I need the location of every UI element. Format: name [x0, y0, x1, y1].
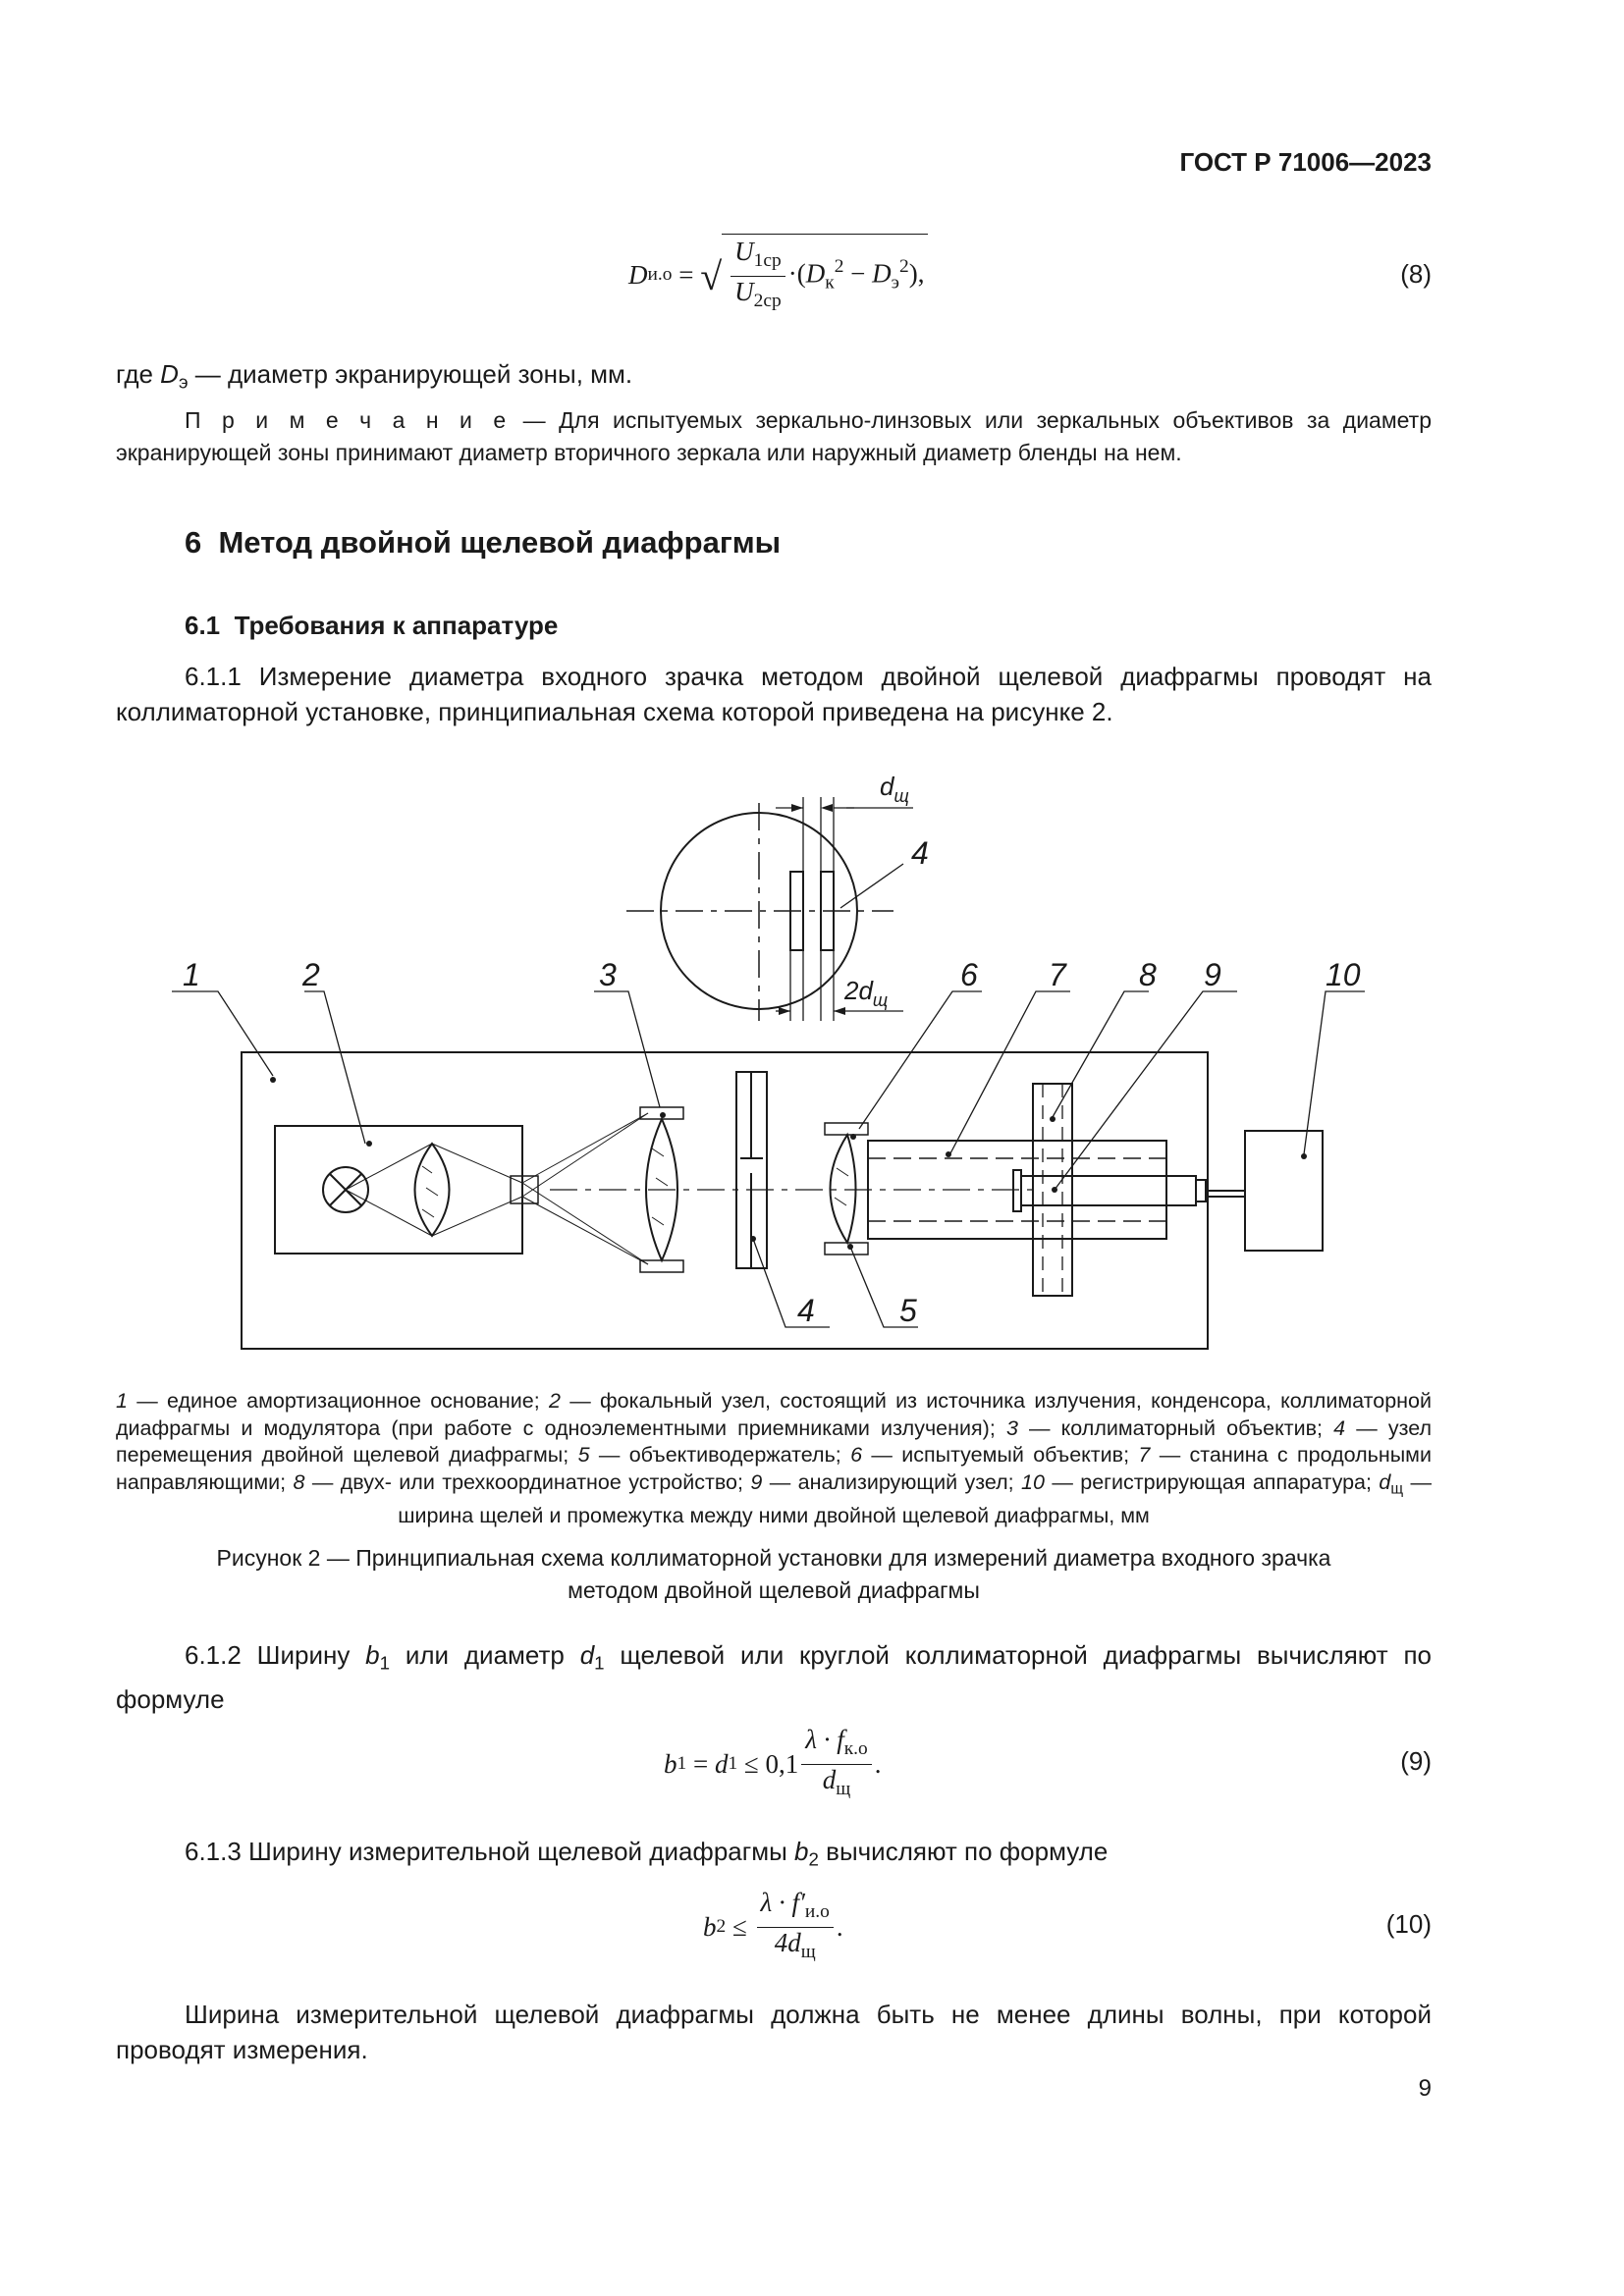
label-3: 3: [599, 957, 617, 992]
formula-10-den-sub: щ: [800, 1941, 816, 1962]
dim-bottom-sub: щ: [872, 990, 889, 1010]
focal-unit-box: [275, 1126, 522, 1254]
label-7: 7: [1049, 957, 1066, 992]
legend-text: — испытуемый объектив;: [862, 1443, 1139, 1467]
formula-9-b: b: [664, 1748, 677, 1779]
formula-9: b 1 = d 1 ≤ 0,1 $\frac{\lambda \cdot f_{к.о}}{d_щ}$ .: [664, 1724, 882, 1799]
paragraph-6-1-3: [185, 1834, 1108, 1878]
legend-text: — коллиматорный объектив;: [1017, 1415, 1334, 1440]
label-6: 6: [960, 957, 978, 992]
legend-num: 4: [1333, 1415, 1346, 1440]
figure-2-diagram: [0, 756, 1624, 1364]
formula-10-num-sub: и.о: [804, 1900, 830, 1922]
paragraph-6-1-1: 6.1.1 Измерение диаметра входного зрачка методом двойной щелевой диафрагмы проводят на коллиматорной установке, принципиальная схема которой приведена на рисунке 2.: [116, 662, 1432, 726]
dim-top-sub: щ: [893, 786, 909, 806]
legend-text: — единое амортизационное основание;: [127, 1389, 549, 1413]
formula-8-lhs: D: [628, 259, 648, 290]
condenser-lens: [415, 1144, 450, 1236]
note-text: — Для испытуемых зеркально-линзовых или зеркальных объективов за диаметр экранирующей зоны принимают диаметр вторичного зеркала или наружный диаметр бленды на нем.: [116, 407, 1433, 465]
p612-e: щелевой или круглой коллиматорной диафрагмы вычисляют по формуле: [116, 1640, 1432, 1714]
formula-8-den: U: [734, 277, 754, 306]
where-text: — диаметр экранирующей зоны, мм.: [188, 359, 633, 389]
p612-b: b: [365, 1640, 380, 1670]
formula-8-de-sub: э: [891, 272, 899, 294]
formula-8-sqrt: √ $\frac{U_{1ср}}{U_{2ср}}$ $\cdot(D_к^2 - D_э^2)$,: [700, 234, 928, 316]
formula-9-num: λ · f: [805, 1724, 844, 1754]
legend-num: 5: [577, 1443, 590, 1467]
formula-10-b: b: [703, 1911, 717, 1942]
formula-10: b 2 ≤ $\frac{\lambda \cdot f'_{и.о}}{4d_щ}$ .: [703, 1887, 843, 1962]
formula-9-den-sub: щ: [836, 1778, 851, 1799]
figure-caption-line-1: Рисунок 2 — Принципиальная схема коллиматорной установки для измерений диаметра входного зрачка: [216, 1545, 1331, 1571]
legend-last-text: — ширина щелей и промежутка между ними двойной щелевой диафрагмы, мм: [398, 1469, 1432, 1527]
formula-10-den: 4d: [774, 1927, 801, 1957]
label-1: 1: [183, 957, 200, 992]
document-header: ГОСТ Р 71006—2023: [1179, 147, 1432, 177]
formula-8: D и.о = √ $\frac{U_{1ср}}{U_{2ср}}$ $\cdot(D_к^2 - D_э^2)$,: [628, 236, 928, 314]
section-6-title: 6 Метод двойной щелевой диафрагмы: [185, 525, 782, 560]
legend-text: — фокальный узел, состоящий из источника излучения, конденсора, коллиматорной диафрагмы и модулятора (при работе с одноэлементными приемниками излучения);: [116, 1389, 1432, 1440]
legend-text: — узел перемещения двойной щелевой диафрагмы;: [116, 1415, 1433, 1467]
formula-8-number: (8): [1400, 259, 1432, 289]
legend-last-symbol: d: [1379, 1469, 1391, 1494]
formula-9-d-sub: 1: [728, 1753, 738, 1774]
inset-label-4: 4: [911, 835, 929, 871]
legend-text: — анализирующий узел;: [762, 1469, 1022, 1494]
figure-caption-line-2: методом двойной щелевой диафрагмы: [568, 1577, 980, 1603]
paragraph-last: Ширина измерительной щелевой диафрагмы должна быть не менее длины волны, при которой проводят измерения.: [116, 2000, 1432, 2064]
dim-bottom: 2d: [844, 976, 873, 1005]
p613-a: 6.1.3 Ширину измерительной щелевой диафрагмы: [185, 1837, 795, 1866]
formula-8-den-sub: 2ср: [753, 290, 782, 311]
formula-10-relation: ≤: [726, 1911, 754, 1942]
formula-8-dk: D: [805, 258, 826, 289]
page-number: 9: [1418, 2075, 1432, 2102]
where-prefix: где: [116, 359, 161, 389]
legend-num: 10: [1021, 1469, 1045, 1494]
legend-text: — двух- или трехкоординатное устройство;: [304, 1469, 751, 1494]
formula-8-de: D: [872, 258, 892, 289]
p612-a: 6.1.2 Ширину: [185, 1640, 366, 1670]
formula-10-num: λ · f′: [760, 1887, 805, 1917]
registration-box: [1245, 1131, 1323, 1251]
note-label: П р и м е ч а н и е: [185, 407, 511, 433]
legend-last-sub: щ: [1390, 1480, 1404, 1498]
legend-text: — объективодержатель;: [589, 1443, 851, 1467]
dim-top: d: [880, 772, 894, 801]
formula-9-den: d: [822, 1764, 837, 1794]
legend-num: 9: [750, 1469, 763, 1494]
formula-10-b-sub: 2: [716, 1916, 727, 1937]
note-paragraph: [116, 404, 1432, 469]
svg-text:dщ: [880, 772, 909, 806]
legend-num: 7: [1138, 1443, 1151, 1467]
analyzer: [1021, 1176, 1196, 1205]
formula-9-relation: ≤ 0,1: [737, 1748, 799, 1779]
where-symbol-sub: э: [178, 371, 189, 393]
formula-9-b-sub: 1: [677, 1753, 687, 1774]
paragraph-6-1-2: [116, 1637, 1432, 1717]
formula-8-num-sub: 1ср: [753, 250, 782, 271]
formula-8-dk-sub: к: [825, 272, 835, 294]
legend-num: 6: [850, 1443, 863, 1467]
tested-lens: [831, 1135, 856, 1243]
p612-d: d: [579, 1640, 595, 1670]
formula-10-number: (10): [1385, 1909, 1432, 1939]
legend-num: 1: [116, 1389, 128, 1413]
formula-9-num-sub: к.о: [843, 1737, 868, 1759]
p612-c: или диаметр: [390, 1640, 580, 1670]
svg-text:2dщ: [843, 976, 888, 1010]
label-9: 9: [1204, 957, 1221, 992]
section-6-1-title: 6.1 Требования к аппаратуре: [185, 611, 559, 640]
legend-num: 8: [293, 1469, 305, 1494]
label-5: 5: [899, 1293, 917, 1328]
label-2: 2: [302, 957, 320, 992]
figure-caption: [116, 1542, 1432, 1607]
p612-d-sub: 1: [594, 1652, 605, 1674]
formula-8-lhs-sub: и.о: [647, 264, 673, 285]
formula-9-d: d: [714, 1748, 729, 1779]
formula-9-number: (9): [1400, 1746, 1432, 1776]
p613-c: вычисляют по формуле: [818, 1837, 1109, 1866]
p613-b: b: [794, 1837, 809, 1866]
label-8: 8: [1139, 957, 1157, 992]
formula-8-num: U: [734, 237, 754, 267]
p612-b-sub: 1: [379, 1652, 391, 1674]
legend-num: 2: [548, 1389, 561, 1413]
p613-b-sub: 2: [808, 1848, 819, 1870]
label-4: 4: [797, 1293, 815, 1328]
legend-text: — станина с продольными направляющими;: [116, 1443, 1432, 1494]
where-symbol: D: [160, 359, 179, 389]
legend-num: 3: [1005, 1415, 1018, 1440]
legend-text: — регистрирующая аппаратура;: [1044, 1469, 1372, 1494]
where-line: [116, 356, 632, 400]
label-10: 10: [1326, 957, 1361, 992]
figure-legend: [116, 1388, 1432, 1529]
